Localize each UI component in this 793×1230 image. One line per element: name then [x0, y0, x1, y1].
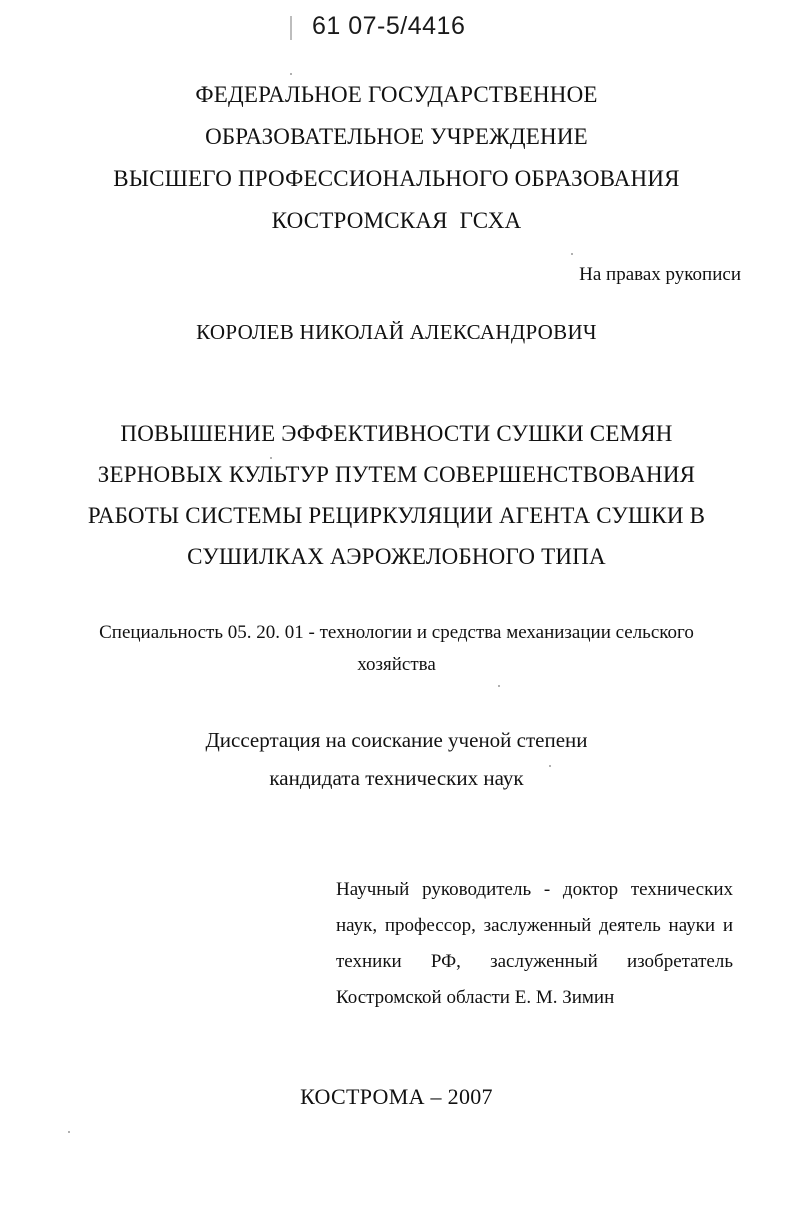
specialty: [0, 617, 793, 681]
scan-speck: [549, 765, 551, 767]
scan-speck: [498, 685, 500, 687]
author-name: КОРОЛЕВ НИКОЛАЙ АЛЕКСАНДРОВИЧ: [196, 320, 597, 344]
title-line-4: СУШИЛКАХ АЭРОЖЕЛОБНОГО ТИПА: [187, 544, 606, 569]
title-line-1: ПОВЫШЕНИЕ ЭФФЕКТИВНОСТИ СУШКИ СЕМЯН: [120, 421, 673, 446]
scan-speck: [290, 73, 292, 75]
degree-line-2: кандидата технических наук: [269, 766, 524, 790]
institution-line-1: ФЕДЕРАЛЬНОЕ ГОСУДАРСТВЕННОЕ: [195, 82, 598, 107]
institution-line-2: ОБРАЗОВАТЕЛЬНОЕ УЧРЕЖДЕНИЕ: [205, 124, 588, 149]
scan-speck: [571, 253, 573, 255]
specialty-line-1: Специальность 05. 20. 01 - технологии и средства механизации сельского: [99, 622, 694, 643]
institution-line-3: ВЫСШЕГО ПРОФЕССИОНАЛЬНОГО ОБРАЗОВАНИЯ: [113, 166, 680, 191]
catalog-number: 61 07-5/4416: [312, 12, 466, 40]
advisor-line-2: наук, профессор, заслуженный деятель науки и: [336, 915, 733, 936]
dissertation-title: [0, 413, 793, 577]
title-line-3: РАБОТЫ СИСТЕМЫ РЕЦИРКУЛЯЦИИ АГЕНТА СУШКИ В: [87, 503, 706, 528]
scan-speck: [270, 457, 272, 459]
city-and-year: КОСТРОМА – 2007: [300, 1084, 493, 1109]
scan-margin-mark: [290, 16, 292, 40]
advisor-line-3: техники РФ, заслуженный изобретатель: [336, 951, 733, 972]
specialty-line-2: хозяйства: [357, 654, 436, 675]
manuscript-rights-note: На правах рукописи: [579, 264, 741, 285]
degree-statement: [0, 721, 793, 797]
institution-line-4: КОСТРОМСКАЯ ГСХА: [271, 208, 522, 233]
advisor-line-4: Костромской области Е. М. Зимин: [336, 987, 615, 1008]
scan-speck: [68, 1131, 70, 1133]
scientific-advisor: [336, 872, 733, 1016]
institution-heading: [0, 74, 793, 242]
title-line-2: ЗЕРНОВЫХ КУЛЬТУР ПУТЕМ СОВЕРШЕНСТВОВАНИЯ: [97, 462, 696, 487]
advisor-line-1: Научный руководитель - доктор технических: [336, 879, 733, 900]
degree-line-1: Диссертация на соискание ученой степени: [205, 728, 588, 752]
